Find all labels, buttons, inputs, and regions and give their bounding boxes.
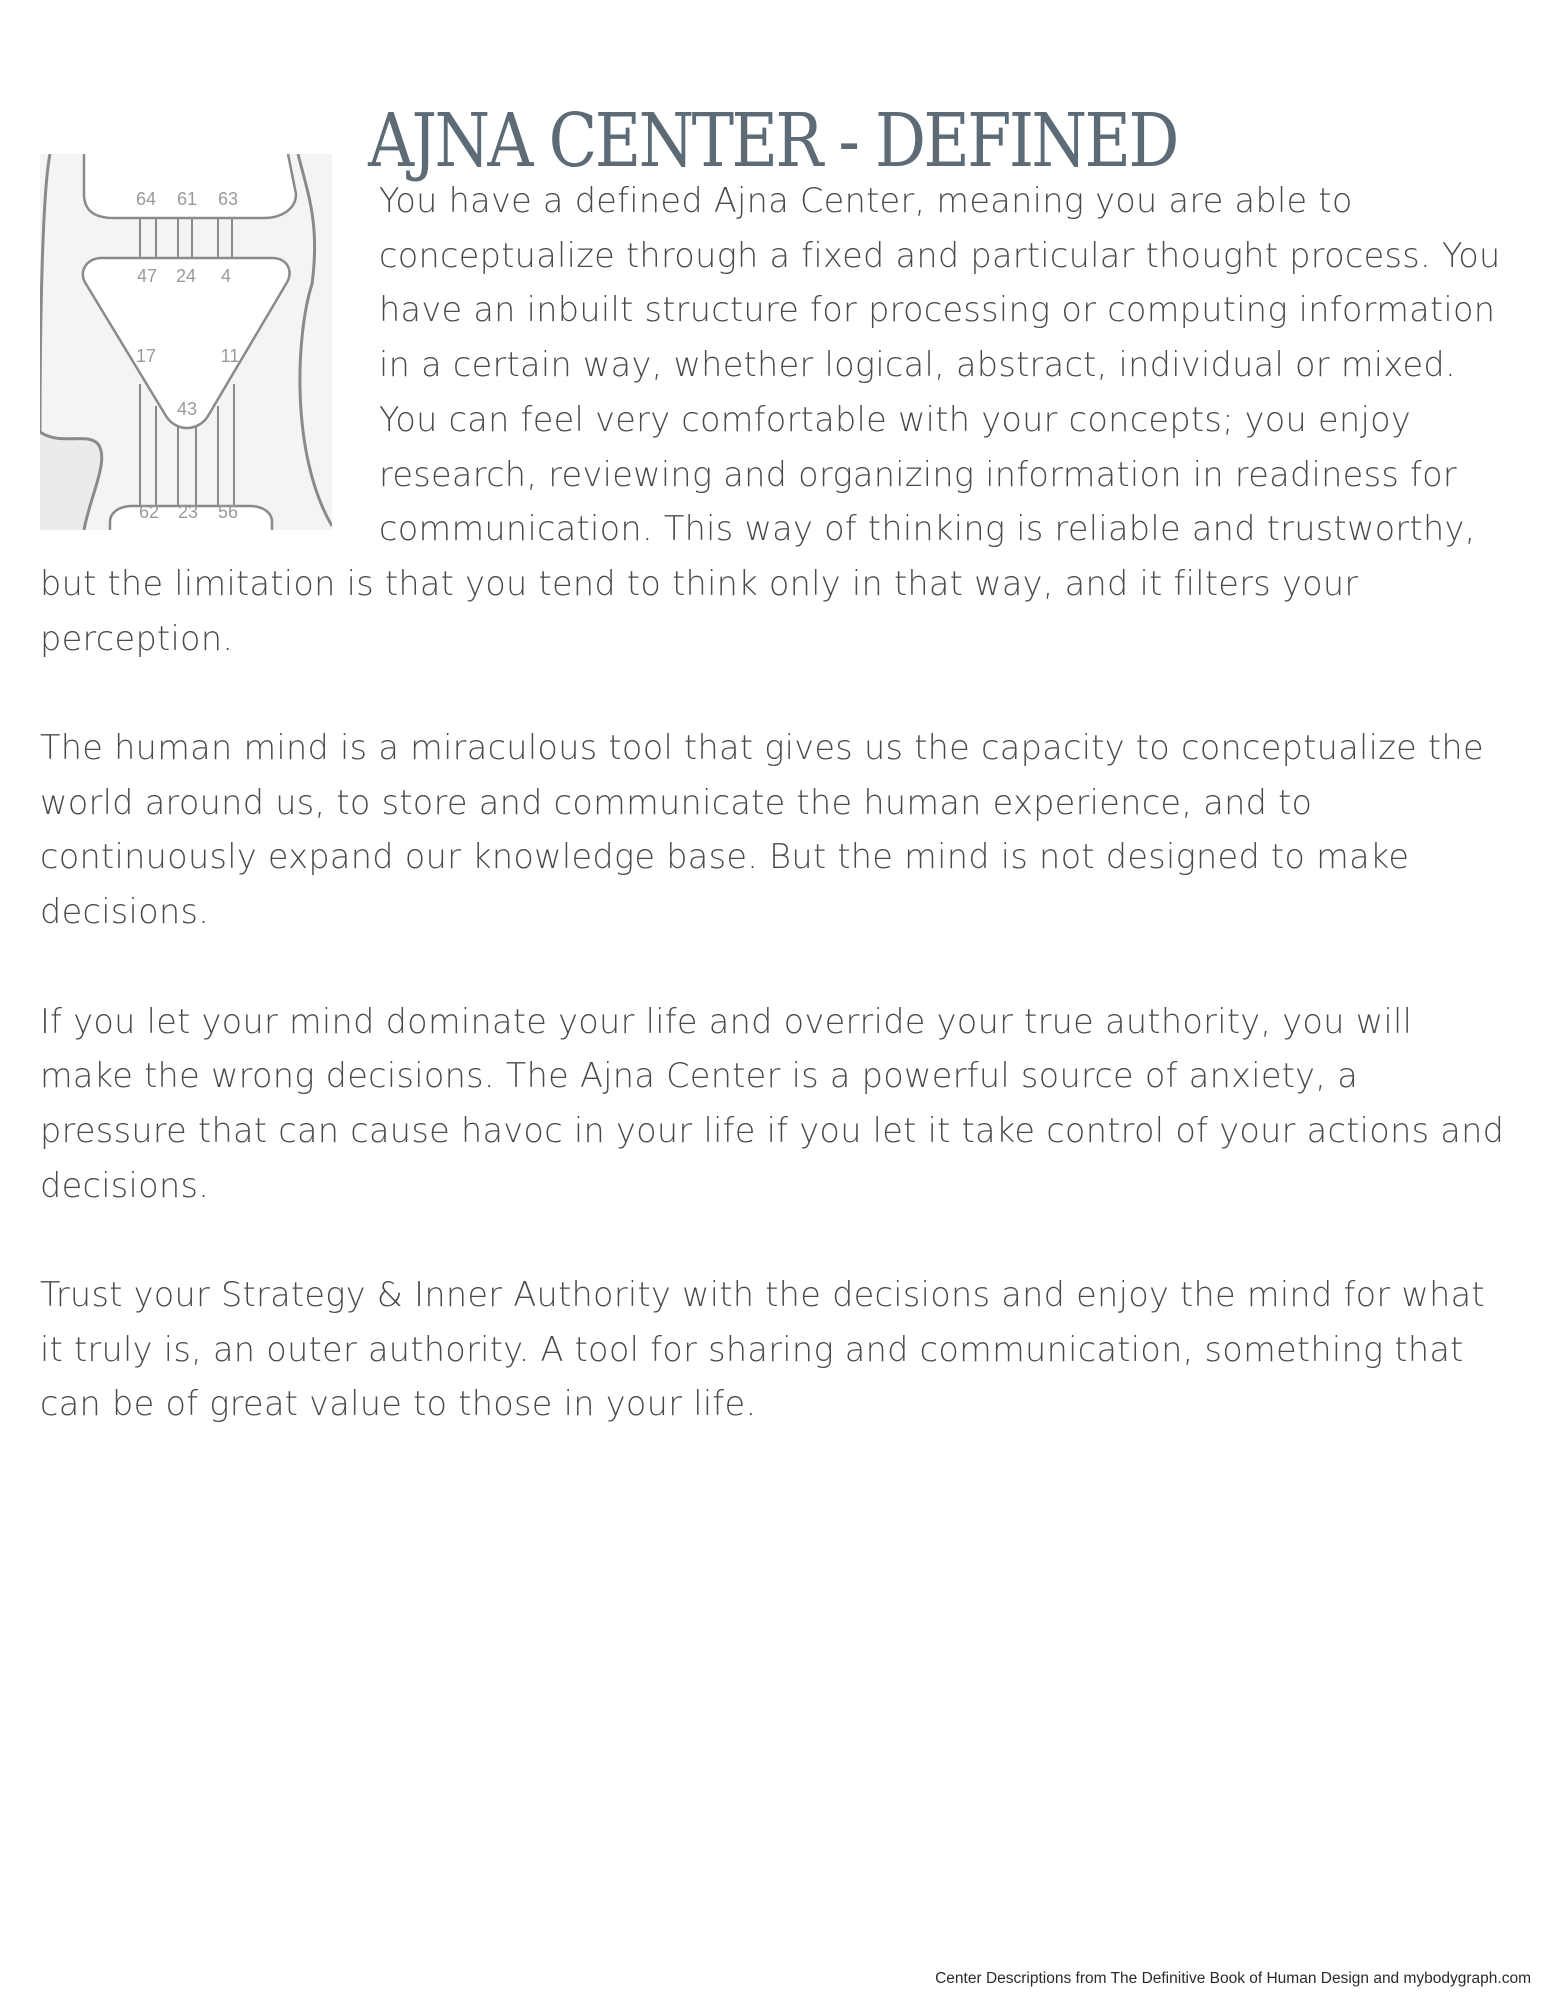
gate-label: 17 (135, 346, 157, 366)
gate-label: 62 (138, 502, 160, 522)
paragraph-mind-dominate: If you let your mind dominate your life and override your true authority, you will make the wrong decisions. The Ajna Center is a powerful source of anxiety, a pressure that can cause havoc in your life if you let it take control of your actions and decisions. (40, 1001, 1505, 1205)
gate-label: 61 (176, 189, 198, 209)
paragraph-trust-strategy: Trust your Strategy & Inner Authority with the decisions and enjoy the mind for what it truly is, an outer authority. A tool for sharing and communication, something that can be of great value to those in your life. (40, 1275, 1485, 1424)
gate-label: 4 (220, 266, 232, 286)
gate-label: 43 (176, 399, 198, 419)
page-title: AJNA CENTER - DEFINED (368, 97, 1177, 184)
gate-label: 47 (136, 266, 158, 286)
image-wrap-spacer (40, 174, 379, 544)
paragraph-human-mind: The human mind is a miraculous tool that gives us the capacity to conceptualize the world around us, to store and communicate the human experience, and to continuously expand our knowledge base. But the mind is not designed to make decisions. (40, 728, 1484, 932)
gate-label: 56 (217, 502, 239, 522)
gate-label: 23 (177, 502, 199, 522)
gate-label: 63 (217, 189, 239, 209)
footer-credit: Center Descriptions from The Definitive Book of Human Design and mybodygraph.com (935, 1970, 1531, 1987)
gate-label: 11 (220, 346, 240, 366)
gate-label: 24 (175, 266, 197, 286)
gate-label: 64 (135, 189, 157, 209)
body-text (40, 174, 1510, 1487)
paragraph-defined-ajna: You have a defined Ajna Center, meaning you are able to conceptualize through a fixed and particular thought process. You have an inbuilt structure for processing or computing information in a certain way, whether logical, abstract, individual or mixed. You can feel very comfortable with your concepts; you enjoy research, reviewing and organizing information in readiness for communication. This way of thinking is reliable and trustworthy, but the limitation is that you tend to think only in that way, and it filters your perception. (40, 181, 1501, 658)
